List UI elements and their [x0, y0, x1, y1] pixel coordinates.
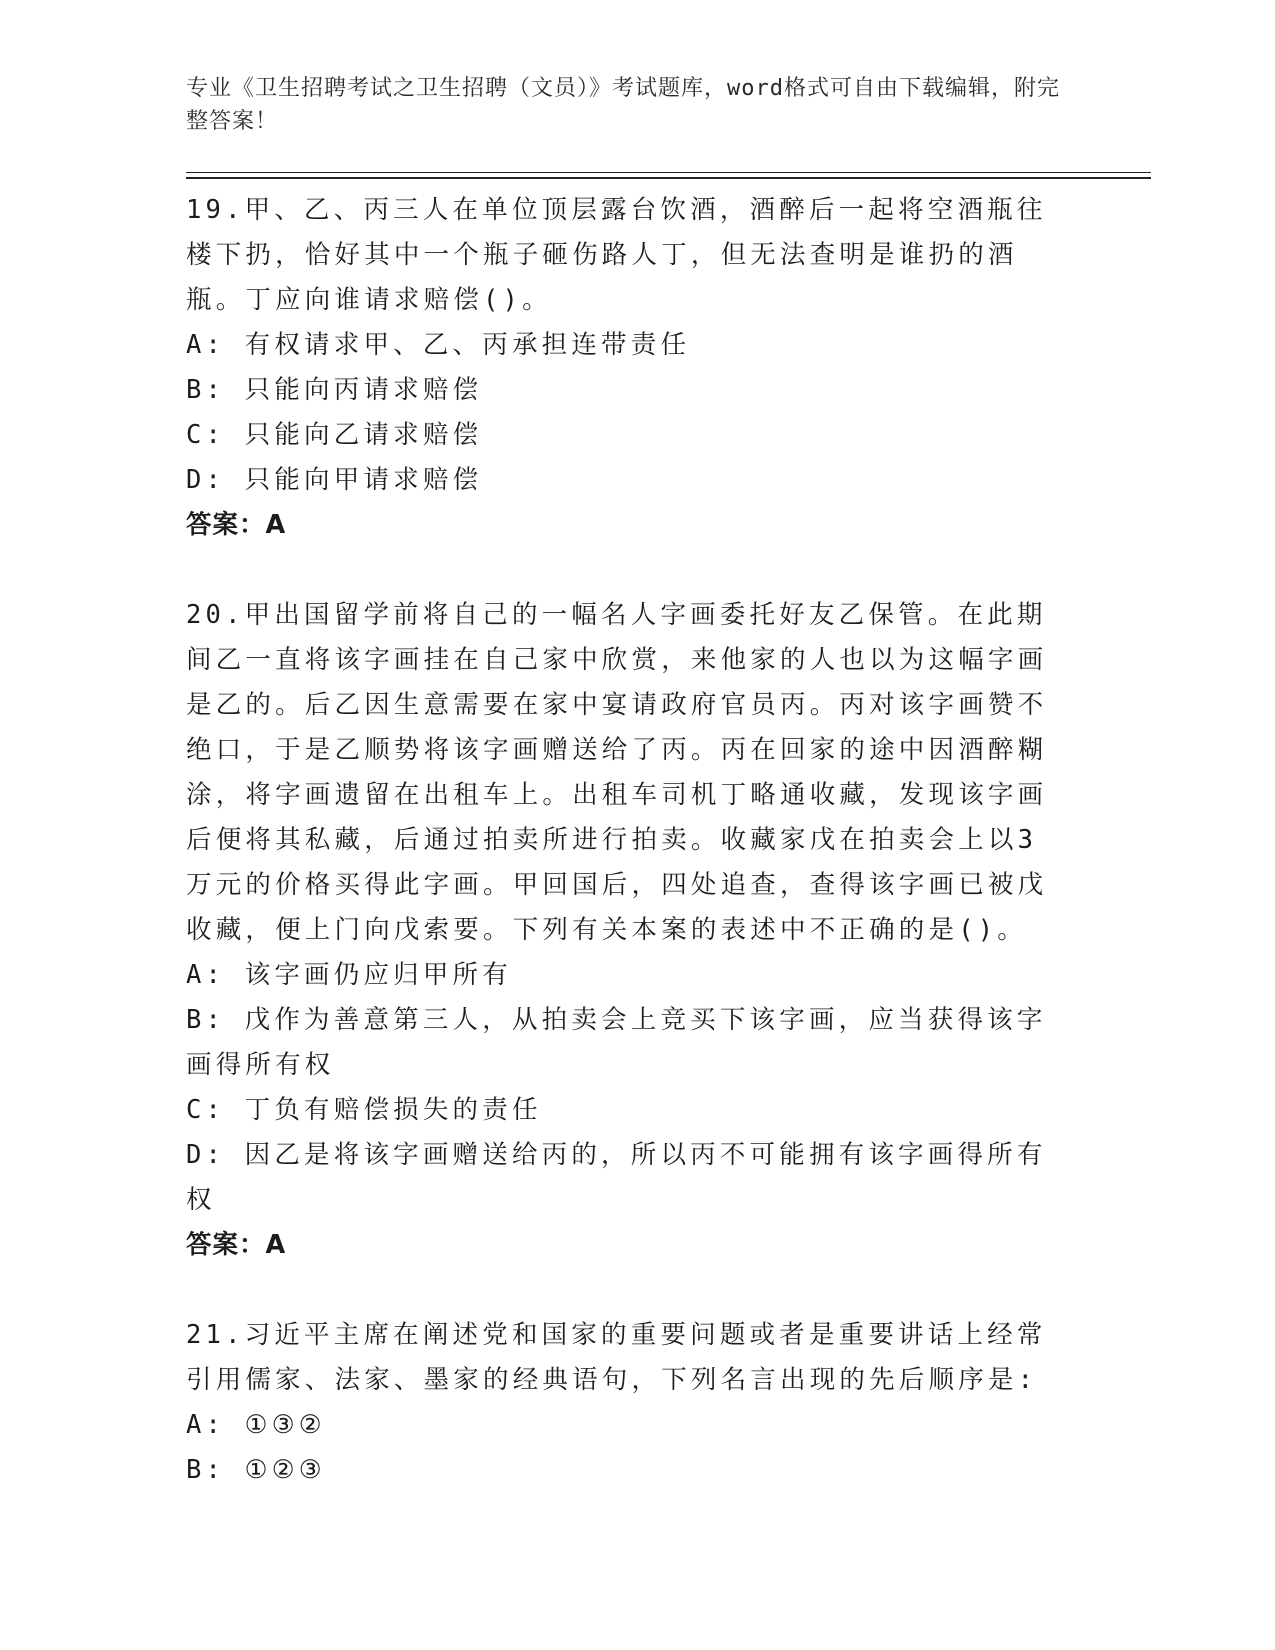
option-b: B: ①②③ [186, 1455, 326, 1485]
question-list [186, 188, 1066, 1493]
header-divider-thin [186, 172, 1151, 173]
question-19 [186, 188, 1066, 548]
question-20 [186, 593, 1066, 1268]
spacer [186, 1268, 1066, 1313]
option-d: D: 只能向甲请求赔偿 [186, 465, 483, 495]
option-d: D: 因乙是将该字画赠送给丙的，所以丙不可能拥有该字画得所有权 [186, 1140, 1047, 1215]
question-stem: 21.习近平主席在阐述党和国家的重要问题或者是重要讲话上经常引用儒家、法家、墨家的经典语句，下列名言出现的先后顺序是: [186, 1320, 1047, 1395]
page-header: 专业《卫生招聘考试之卫生招聘（文员）》考试题库，word格式可自由下载编辑，附完整答案！ [186, 76, 1060, 134]
option-c: C: 只能向乙请求赔偿 [186, 420, 483, 450]
answer-line: 答案：A [186, 510, 287, 540]
option-b: B: 戊作为善意第三人，从拍卖会上竞买下该字画，应当获得该字画得所有权 [186, 1005, 1047, 1080]
spacer [186, 548, 1066, 593]
option-a: A: ①③② [186, 1410, 326, 1440]
question-stem: 19.甲、乙、丙三人在单位顶层露台饮酒，酒醉后一起将空酒瓶往楼下扔，恰好其中一个瓶子砸伤路人丁，但无法查明是谁扔的酒瓶。丁应向谁请求赔偿()。 [186, 195, 1047, 315]
option-a: A: 该字画仍应归甲所有 [186, 960, 512, 990]
option-a: A: 有权请求甲、乙、丙承担连带责任 [186, 330, 691, 360]
header-divider-thick [186, 177, 1151, 179]
option-c: C: 丁负有赔偿损失的责任 [186, 1095, 542, 1125]
question-21 [186, 1313, 1066, 1493]
option-b: B: 只能向丙请求赔偿 [186, 375, 483, 405]
answer-line: 答案：A [186, 1230, 287, 1260]
question-stem: 20.甲出国留学前将自己的一幅名人字画委托好友乙保管。在此期间乙一直将该字画挂在自己家中欣赏，来他家的人也以为这幅字画是乙的。后乙因生意需要在家中宴请政府官员丙。丙对该字画赞不绝口，于是乙顺势将该字画赠送给了丙。丙在回家的途中因酒醉糊涂，将字画遗留在出租车上。出租车司机丁略通收藏，发现该字画后便将其私藏，后通过拍卖所进行拍卖。收藏家戊在拍卖会上以3万元的价格买得此字画。甲回国后，四处追查，查得该字画已被戊收藏，便上门向戊索要。下列有关本案的表述中不正确的是()。 [186, 600, 1048, 945]
